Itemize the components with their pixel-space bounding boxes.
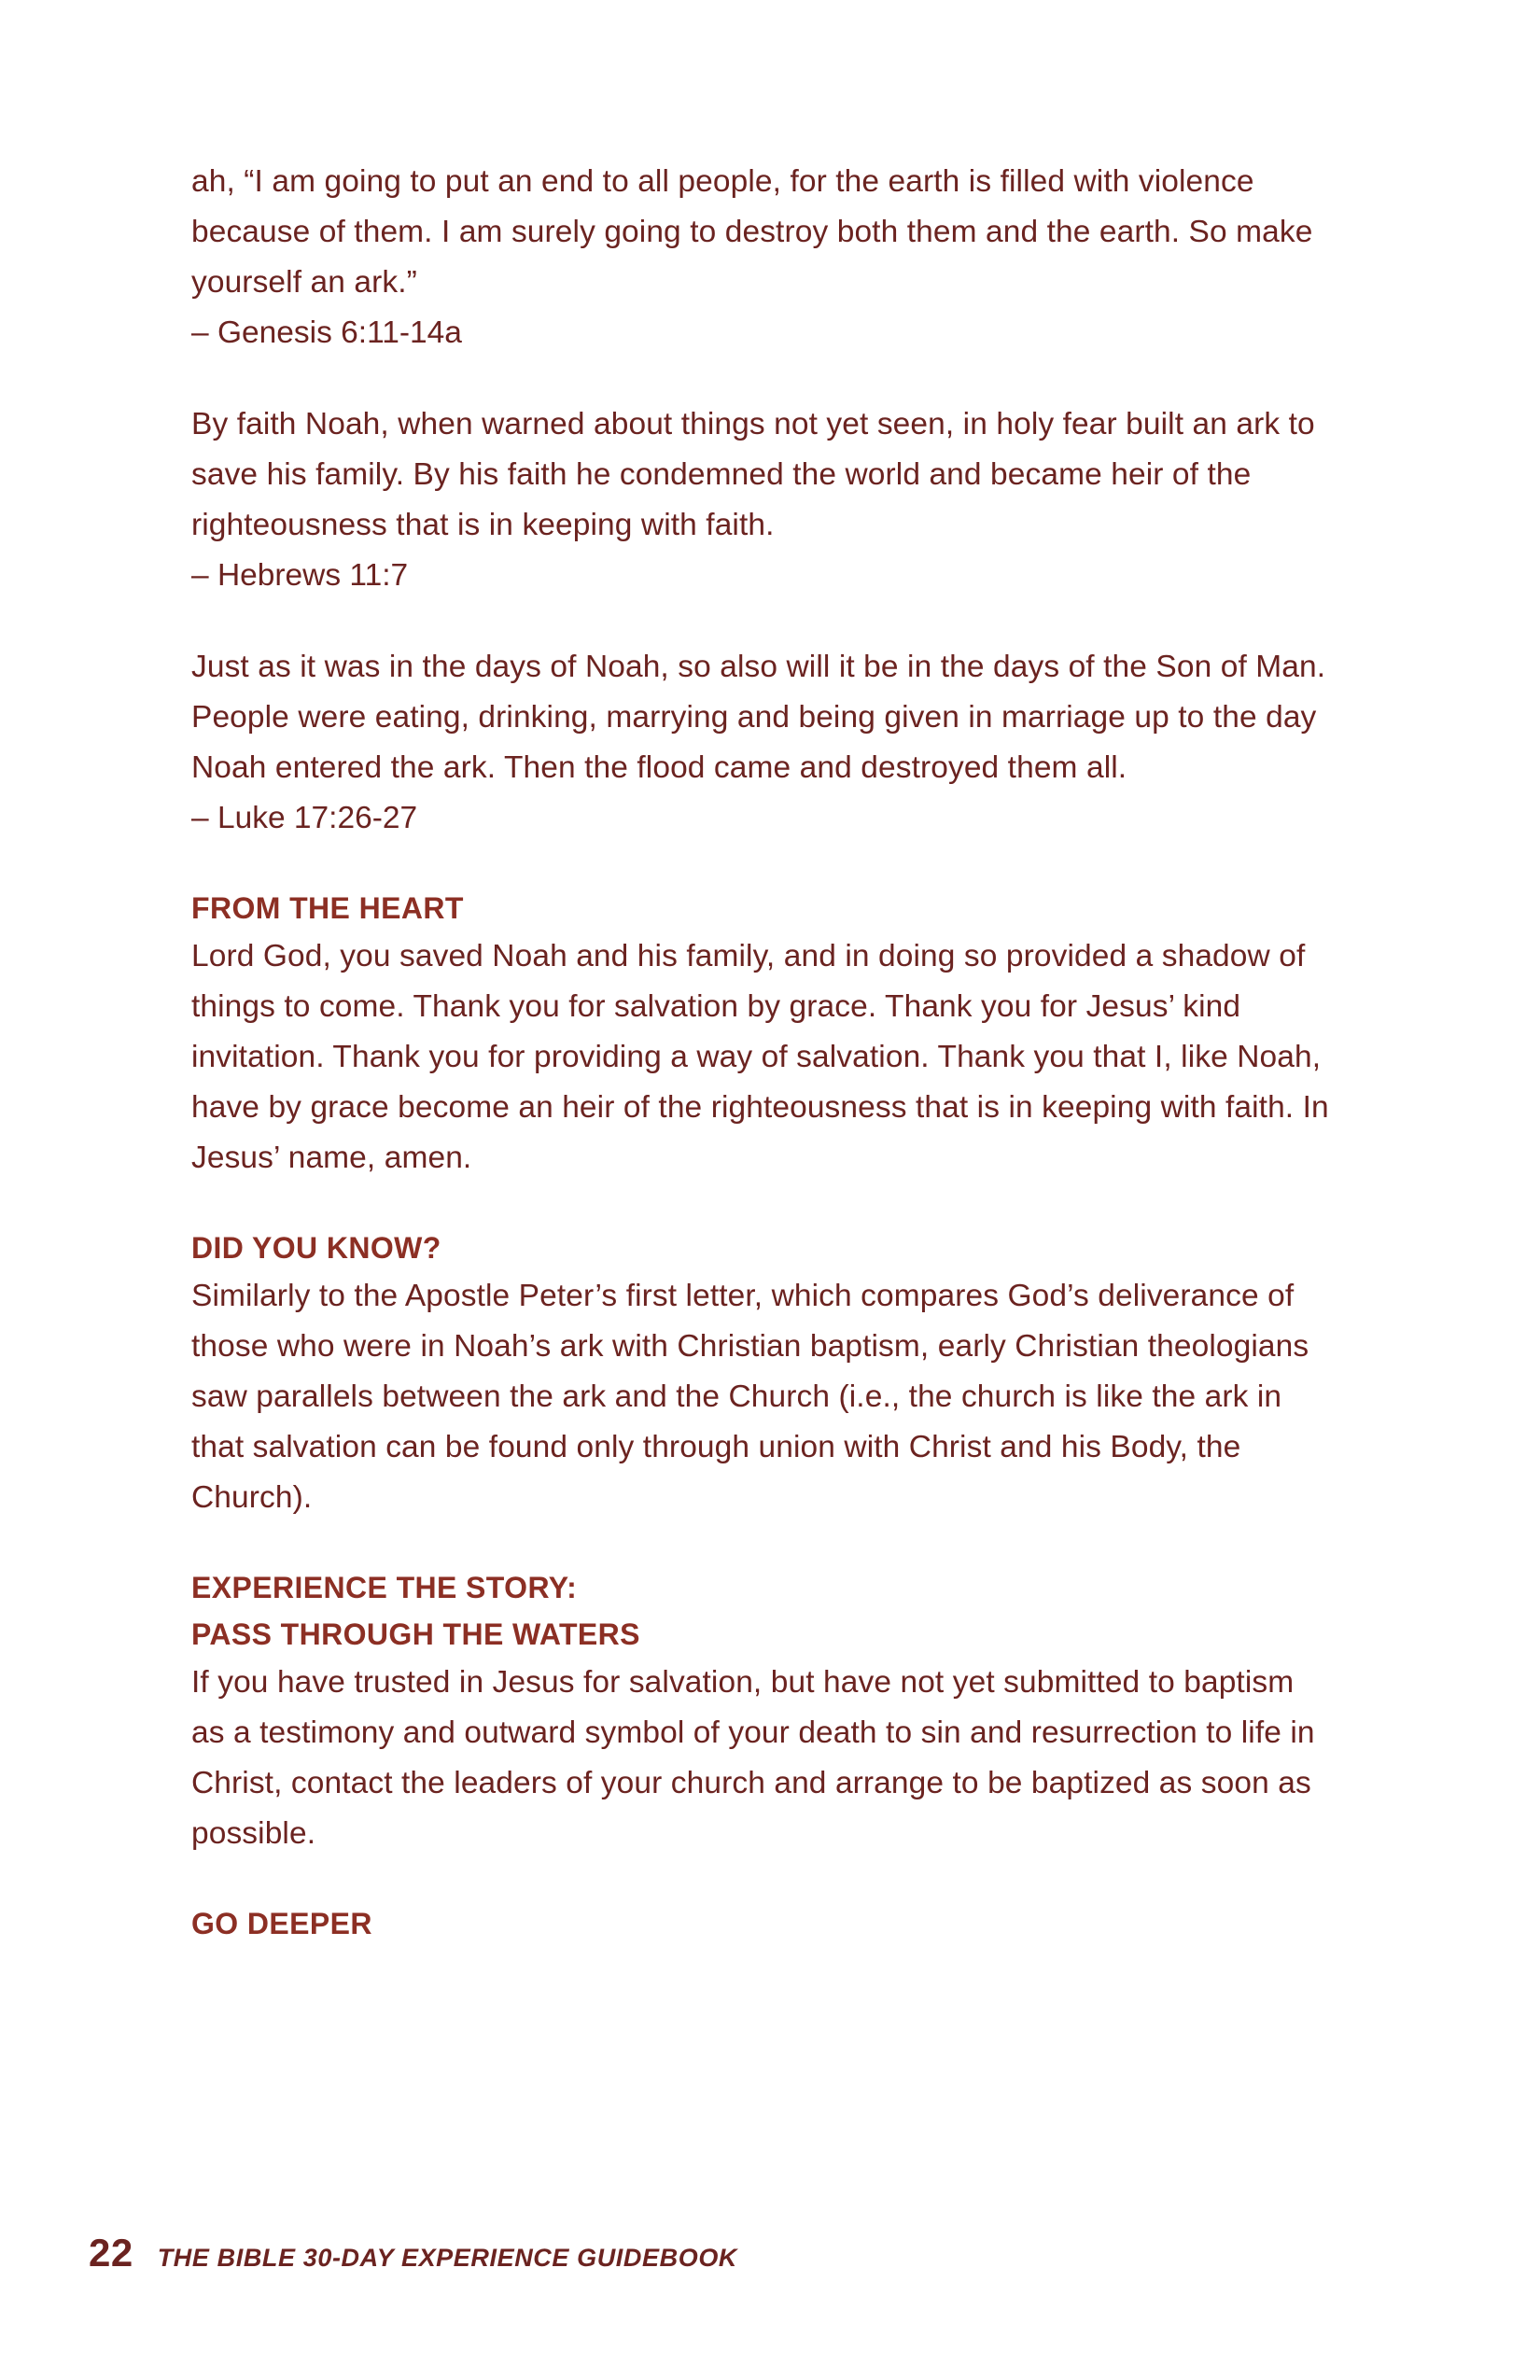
scripture-text: Just as it was in the days of Noah, so also will it be in the days of the Son of Man. People were eating, drinking, marrying and being given in marriage up to the day Noah entered the ark. Then the flood came and destroyed them all. [191,650,1326,785]
section-did-you-know [191,1225,1330,1523]
running-title: THE BIBLE 30-DAY EXPERIENCE GUIDEBOOK [157,2244,738,2272]
section-from-the-heart [191,885,1330,1183]
section-go-deeper [191,1900,1330,1947]
page-content [191,157,1330,1988]
scripture-block-luke [191,642,1330,844]
section-heading: EXPERIENCE THE STORY: [191,1571,578,1604]
section-heading: DID YOU KNOW? [191,1231,441,1265]
section-heading: FROM THE HEART [191,891,464,925]
scripture-text: By faith Noah, when warned about things not yet seen, in holy fear built an ark to save his family. By his faith he condemned the world and became heir of the righteousness that is in keeping with faith. [191,407,1315,542]
section-heading: GO DEEPER [191,1907,372,1940]
section-subheading: PASS THROUGH THE WATERS [191,1617,640,1651]
section-experience-the-story [191,1564,1330,1859]
scripture-reference: – Hebrews 11:7 [191,558,409,593]
scripture-reference: – Luke 17:26-27 [191,801,418,835]
section-body: If you have trusted in Jesus for salvation, but have not yet submitted to baptism as a testimony and outward symbol of your death to sin and resurrection to life in Christ, contact the leaders of your church and arrange to be baptized as soon as possible. [191,1665,1315,1851]
page-number: 22 [89,2231,133,2275]
scripture-text: ah, “I am going to put an end to all people, for the earth is filled with violence because of them. I am surely going to destroy both them and the earth. So make yourself an ark.” [191,164,1313,300]
section-body: Lord God, you saved Noah and his family, and in doing so provided a shadow of things to come. Thank you for salvation by grace. Thank you for Jesus’ kind invitation. Thank you for providing a way of salvation. Thank you that I, like Noah, have by grace become an heir of the righteousness that is in keeping with faith. In Jesus’ name, amen. [191,939,1329,1175]
section-body: Similarly to the Apostle Peter’s first letter, which compares God’s deliverance of those who were in Noah’s ark with Christian baptism, early Christian theologians saw parallels between the ark and the Church (i.e., the church is like the ark in that salvation can be found only through union with Christ and his Body, the Church). [191,1279,1309,1515]
scripture-block-genesis [191,157,1330,358]
scripture-reference: – Genesis 6:11-14a [191,315,462,350]
scripture-block-hebrews [191,399,1330,601]
page-footer [89,2231,737,2275]
